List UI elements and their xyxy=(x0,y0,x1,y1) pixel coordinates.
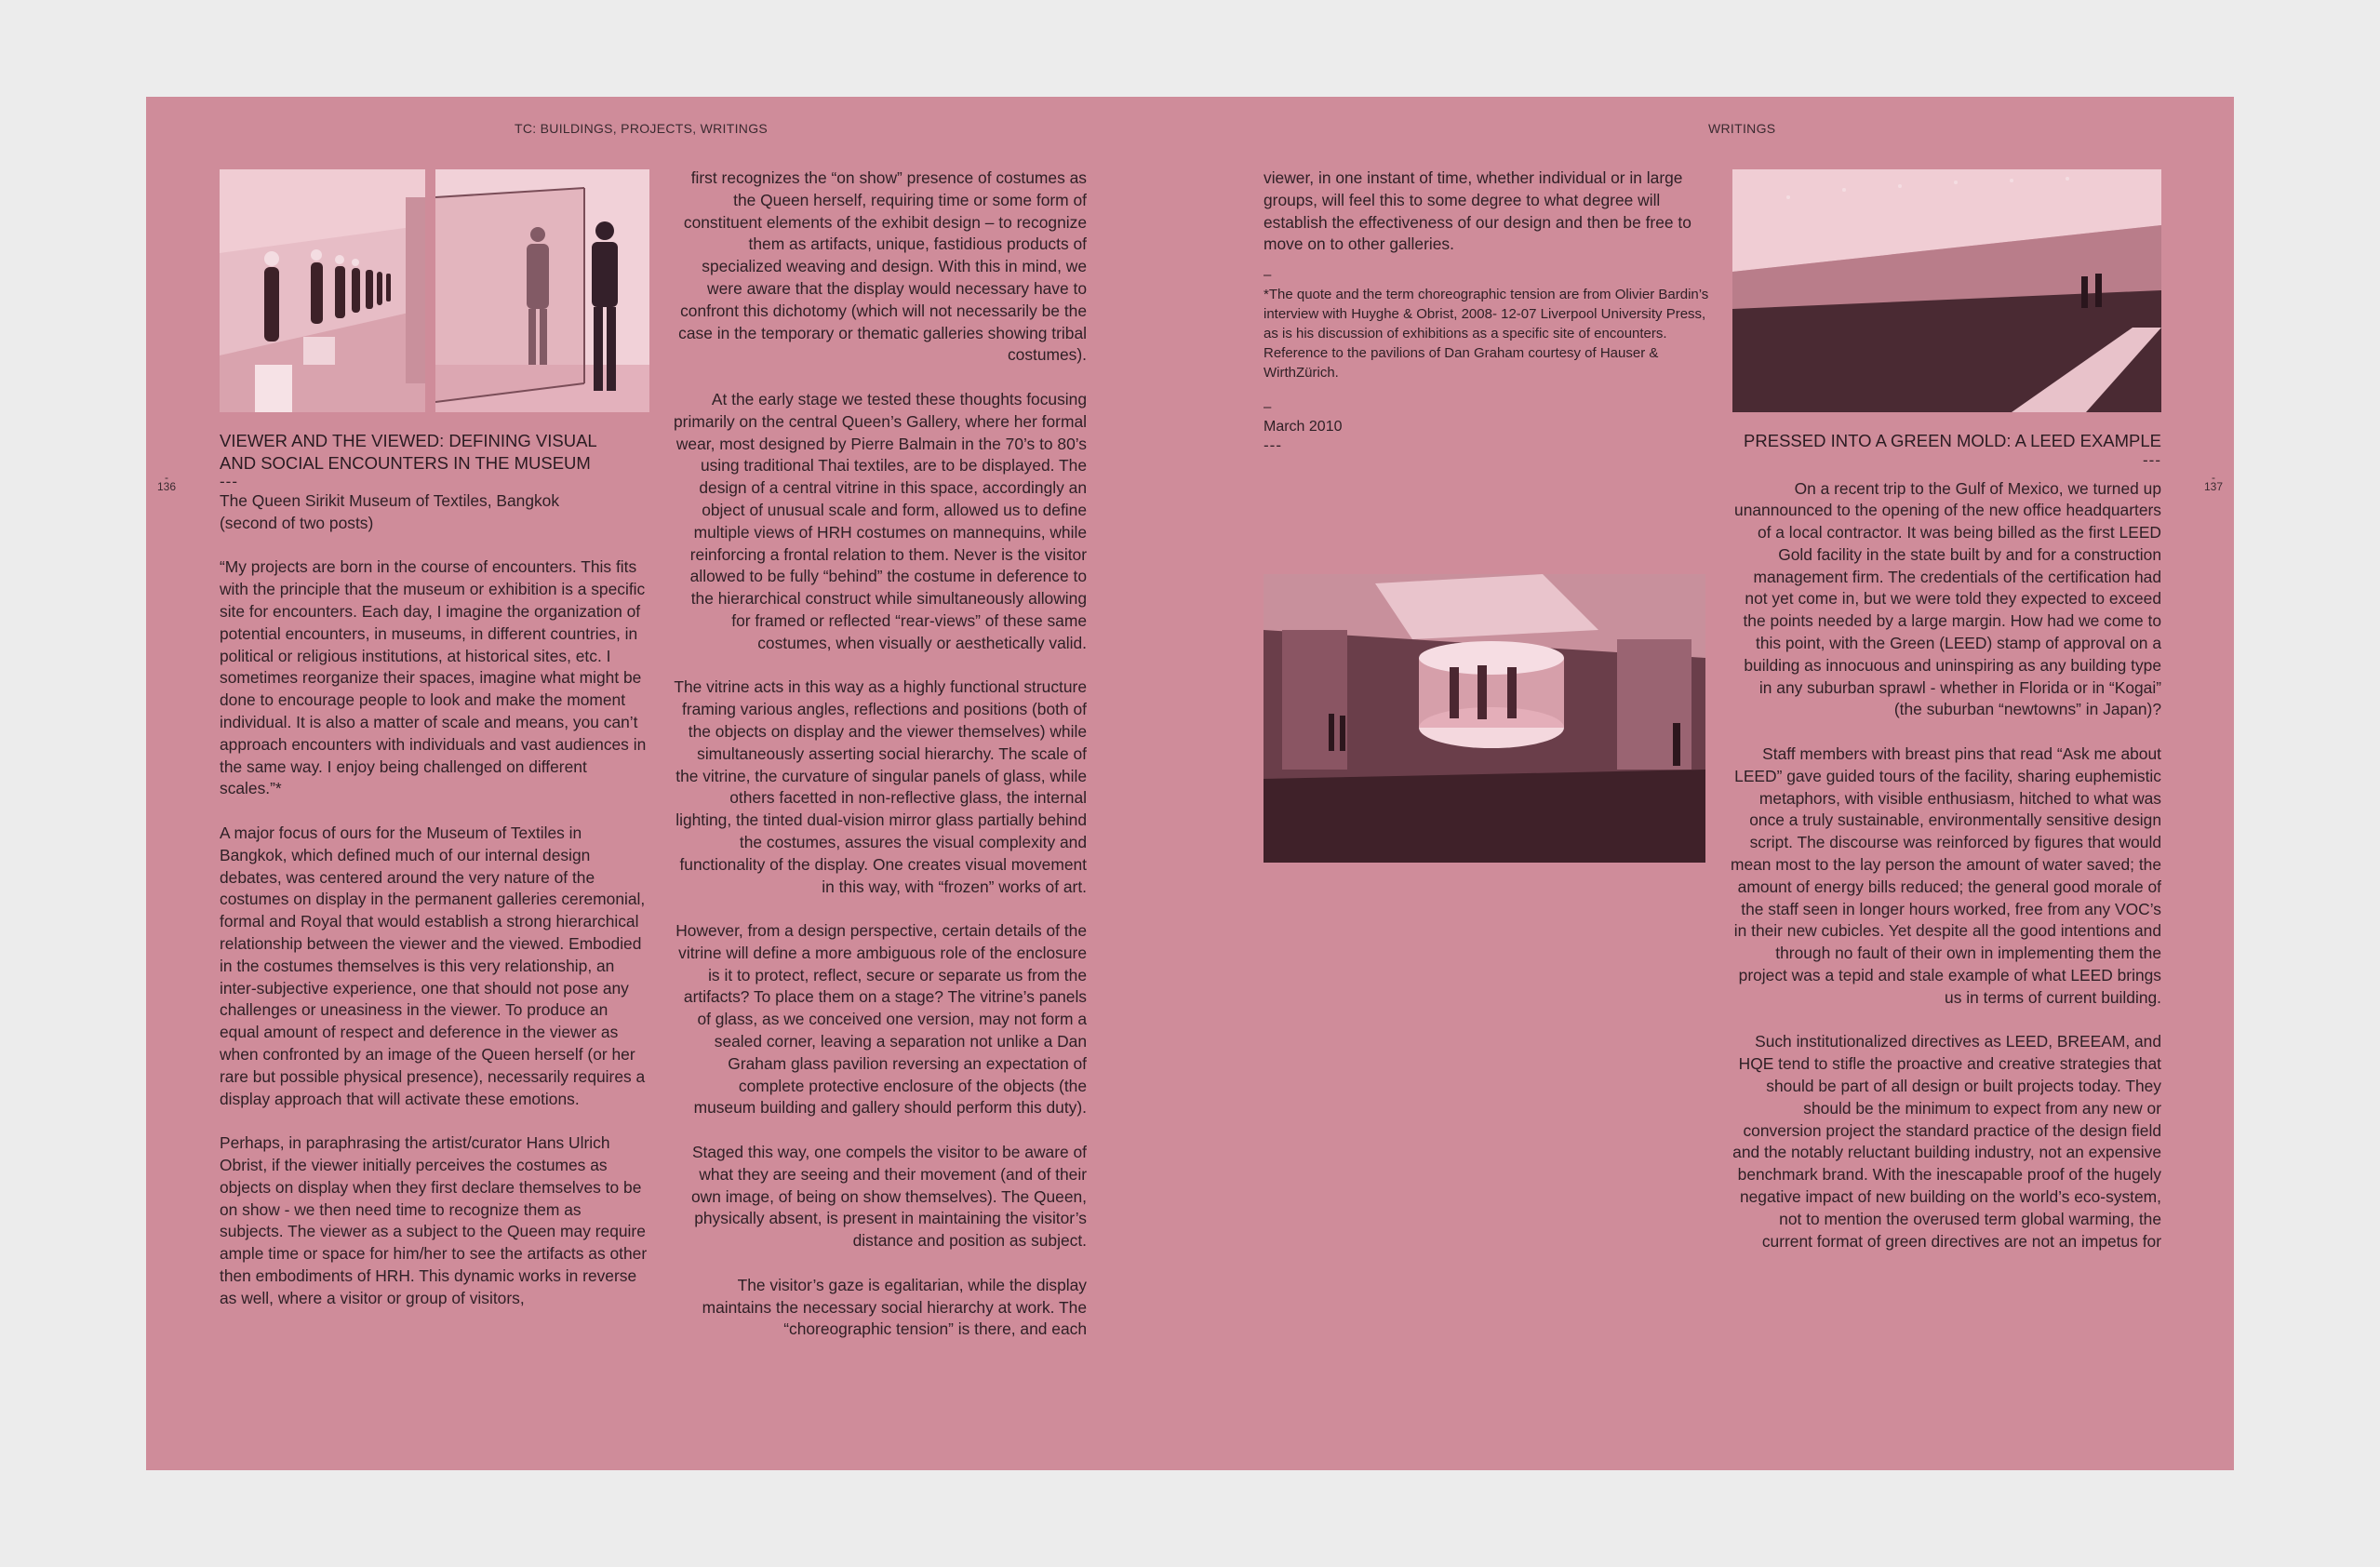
glass-vitrine-photo xyxy=(435,169,649,412)
article1-title-line1: VIEWER AND THE VIEWED: DEFINING VISUAL xyxy=(220,431,597,450)
running-header-right: WRITINGS xyxy=(1708,121,1776,136)
article1-paragraph: The vitrine acts in this way as a highly functional structure framing various angles, reflections and positions (both of the objects on display and the viewer themselves) while simultaneously asserting social hierarchy. The scale of the vitrine, the curvature of singular panels of glass, while others facetted in non-reflective glass, the internal lighting, the tinted dual-vision mirror glass partially behind the costumes, assures the visual complexity and functionality of the display. One creates visual movement in this way, with “frozen” works of art. xyxy=(674,677,1087,896)
article2-title: PRESSED INTO A GREEN MOLD: A LEED EXAMPLE xyxy=(1744,431,2161,450)
article1-paragraph: A major focus of ours for the Museum of Textiles in Bangkok, which defined much of our internal design debates, was centered around the very nature of the costumes on display in the permanent galleries ceremonial, formal and Royal that would establish a strong hierarchical relationship between the viewer and the viewed. Embodied in the costumes themselves is this very relationship, an inter-subjective experience, one that should not pose any challenges or uneasiness in the viewer. To produce an equal amount of respect and deference in the viewer as when confronted by an image of the Queen herself (or her rare but possible physical presence), necessarily requires a display approach that will activate these emotions. xyxy=(220,823,646,1108)
museum-interior-rendering xyxy=(1264,574,1705,863)
article2-dash: --- xyxy=(2143,450,2161,469)
article1-paragraph: “My projects are born in the course of encounters. This fits with the principle that the museum or exhibition is a specific site for encounters. Each day, I imagine the organization of potential encounters, in museums, in different countries, in political or religious institutions, at historical sites, etc. I sometimes reorganize their spaces, imagine what might be done to encourage people to look and make the moment individual. It is also a matter of scale and means, you can’t approach encounters with individuals and vast audiences in the same way. I enjoy being challenged on different scales.”* xyxy=(220,557,647,798)
reflecting-pool-hall-photo xyxy=(1732,169,2161,412)
book-spread xyxy=(146,97,2234,1470)
article1-closing-paragraph: viewer, in one instant of time, whether individual or in large groups, will feel this to some degree to what degree will establish the effectiveness of our design and then be free to move on to other galleries. xyxy=(1264,168,1691,254)
folio-left-text: 136 xyxy=(157,480,177,493)
date-mark: – xyxy=(1264,399,1272,416)
article2-paragraph: Staff members with breast pins that read “Ask me about LEED” gave guided tours of the facility, sharing euphemistic metaphors, with visible enthusiasm, hitched to what was once a truly sustainable, environmentally sensitive design script. The discourse was reinforced by figures that would mean most to the lay person the amount of water saved; the amount of energy bills reduced; the general good morale of the staff seen in longer hours worked, free from any VOC’s in their new cubicles. Yet despite all the good intentions and through no fault of their own in implementing them the project was a tepid and stale example of what LEED brings us in terms of current building. xyxy=(1730,744,2161,1007)
footnote: *The quote and the term choreographic tension are from Olivier Bardin’s interview with Huyghe & Obrist, 2008- 12-07 Liverpool University Press, as is his discussion of exhibitions as a specific site of encounters. Reference to the pavilions of Dan Graham courtesy of Hauser & WirthZürich. xyxy=(1264,287,1709,382)
article-date: March 2010 xyxy=(1264,419,1343,435)
article2-paragraph: On a recent trip to the Gulf of Mexico, we turned up unannounced to the opening of the new office headquarters of a local contractor. It was being billed as the first LEED Gold facility in the state built by and for a construction management firm. The credentials of the certification had not yet come in, but we were told they expected to exceed the points needed by a large margin. How had we come to this point, with the Green (LEED) stamp of approval on a building as innocuous and uninspiring as any building type in any suburban sprawl - whether in Florida or in “Kogai” (the suburban “newtowns” in Japan)? xyxy=(1734,478,2161,719)
folio-right-text: 137 xyxy=(2204,480,2224,493)
article1-subtitle-line2: (second of two posts) xyxy=(220,513,374,532)
article2-paragraph: Such institutionalized directives as LEED, BREEAM, and HQE tend to stifle the proactive and creative strategies that should be part of all design or built projects today. They should be the minimum to expect from any new or conversion project the standard practice of the design field and the notably reluctant building industry, not an expensive benchmark brand. With the inescapable proof of the hugely negative impact of new building on the world’s eco-system, not to mention the overused term global warming, the current format of green directives are not an impetus for xyxy=(1732,1032,2161,1251)
article2-column xyxy=(1728,430,2161,1275)
article1-column xyxy=(220,430,648,1332)
page-number-right: - 137 xyxy=(2204,471,2224,493)
article1-title-line2: AND SOCIAL ENCOUNTERS IN THE MUSEUM xyxy=(220,452,591,473)
article1-column-continued xyxy=(673,167,1087,1363)
article1-paragraph: The visitor’s gaze is egalitarian, while the display maintains the necessary social hierarchy at work. The “choreographic tension” is there, and each xyxy=(702,1275,1087,1339)
article1-paragraph: Perhaps, in paraphrasing the artist/curator Hans Ulrich Obrist, if the viewer initially perceives the costumes as objects on display when they first declare themselves to be on show - we then need time to recognize them as subjects. The viewer as a subject to the Queen may require ample time or space for him/her to see the artifacts as other then embodiments of HRH. This dynamic works in reverse as well, where a visitor or group of visitors, xyxy=(220,1133,648,1307)
article1-paragraph: At the early stage we tested these thoughts focusing primarily on the central Queen’s Gallery, where her formal wear, most designed by Pierre Balmain in the 70’s to 80’s using traditional Thai textiles, are to be displayed. The design of a central vitrine in this space, accordingly an object of unusual scale and form, allowed us to define multiple views of HRH costumes on mannequins, while reinforcing a frontal relation to them. Never is the visitor allowed to be fully “behind” the costume in deference to the hierarchical construct while simultaneously allowing for framed or reflected “rear-views” of these same costumes, when visually or aesthetically valid. xyxy=(674,389,1087,652)
article1-dash: --- xyxy=(220,473,238,490)
article1-subtitle-line1: The Queen Sirikit Museum of Textiles, Bangkok xyxy=(220,491,560,510)
article1-paragraph: Staged this way, one compels the visitor to be aware of what they are seeing and their movement (and of their own image, of being on show themselves). The Queen, physically absent, is present in maintaining the visitor’s distance and position as subject. xyxy=(690,1143,1087,1251)
mannequin-gallery-photo xyxy=(220,169,425,412)
article1-paragraph: However, from a design perspective, certain details of the vitrine will define a more ambiguous role of the enclosure is it to protect, reflect, secure or separate us from the artifacts? To place them on a stage? The vitrine’s panels of glass, as we conceived one version, may not form a sealed corner, leaving a separation not unlike a Dan Graham glass pavilion reversing an expectation of complete protective enclosure of the objects (the museum building and gallery should perform this duty). xyxy=(675,921,1087,1118)
footnote-mark: – xyxy=(1264,267,1272,284)
article1-ending-column xyxy=(1264,167,1710,454)
running-header-left: TC: BUILDINGS, PROJECTS, WRITINGS xyxy=(515,121,769,136)
article1-paragraph: first recognizes the “on show” presence of costumes as the Queen herself, requiring time or some form of constituent elements of the exhibit design – to recognize them as artifacts, unique, fastidious products of specialized weaving and design. With this in mind, we were aware that the display would necessary have to confront this dichotomy (which will not necessarily be the case in the temporary or thematic galleries showing tribal costumes). xyxy=(678,168,1087,365)
end-dash: --- xyxy=(1264,436,1282,455)
page-number-left: - 136 xyxy=(157,471,177,493)
